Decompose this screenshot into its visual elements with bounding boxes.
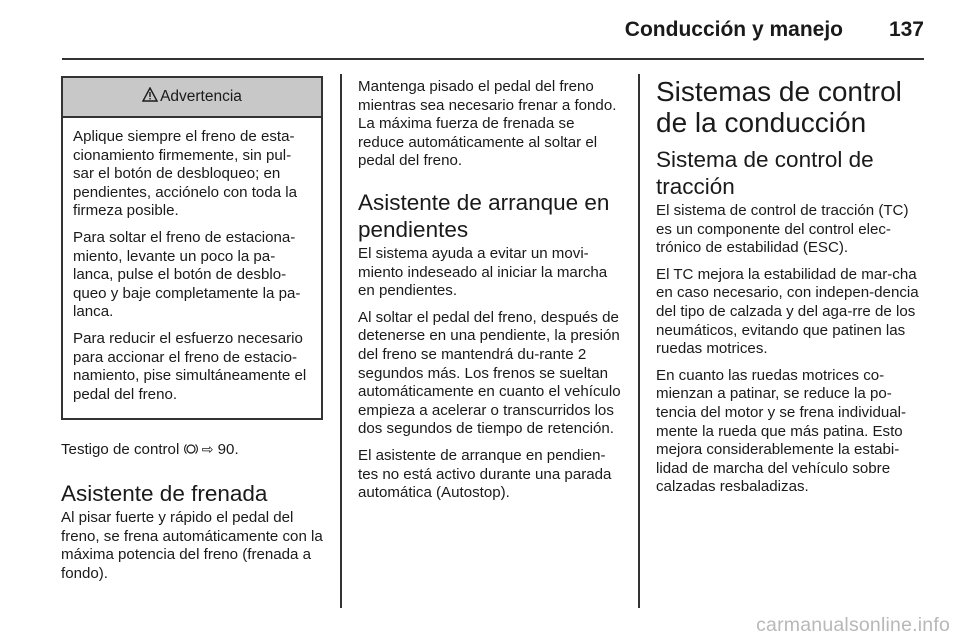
brake-assist-heading: Asistente de frenada: [61, 480, 268, 506]
hill-start-paragraph: Al soltar el pedal del freno, después de detenerse en una pendiente, la presión del freno se mantendrá du-rante 2 segundos más. Los frenos se sueltan automáticamente en cuanto el vehículo empieza a acelerar o transcurridos los dos segundos de tiempo de retención.: [358, 308, 621, 438]
column-1: [61, 76, 323, 591]
brake-warning-icon: [184, 442, 198, 456]
traction-paragraph: El sistema de control de tracción (TC) es un componente del control elec-trónico de estabilidad (ESC).: [656, 202, 909, 257]
warning-icon: [142, 87, 158, 108]
warning-box: [61, 76, 323, 420]
column-divider-2: [638, 74, 640, 608]
column-2: [358, 78, 624, 511]
warning-paragraph: Para soltar el freno de estaciona-miento, levante un poco la pa-lanca, pulse el botón de desblo-queo y baje completamente la pa-lanca.: [73, 228, 301, 321]
driving-control-heading: Sistemas de control de la conducción: [656, 76, 902, 138]
page-header-title: Conducción y manejo: [624, 18, 843, 41]
column-divider-1: [340, 74, 342, 608]
testigo-text: Testigo de control: [61, 441, 180, 459]
testigo-page-ref[interactable]: 90.: [217, 441, 239, 459]
warning-body: [63, 118, 321, 418]
brake-assist-text: Al pisar fuerte y rápido el pedal del freno, se frena automáticamente con la máxima potencia del freno (frenada a fondo).: [61, 508, 323, 582]
page-ref-arrow-icon: ⇨: [201, 441, 214, 458]
column-3: [656, 76, 924, 505]
traction-control-heading: Sistema de control de tracción: [656, 147, 874, 199]
watermark: carmanualsonline.info: [756, 614, 950, 636]
warning-paragraph: Aplique siempre el freno de esta-cionamiento firmemente, sin pul-sar el botón de desbloqueo; en pendientes, acciónelo con toda la firmeza posible.: [73, 128, 298, 220]
warning-title: Advertencia: [160, 87, 242, 105]
testigo-line: [61, 440, 323, 460]
warning-paragraph: Para reducir el esfuerzo necesario para accionar el freno de estacio-namiento, pise simultáneamente el pedal del freno.: [73, 329, 307, 403]
traction-paragraph: En cuanto las ruedas motrices co-mienzan a patinar, se reduce la po-tencia del motor y se frena individual-mente la rueda que más patina. Esto mejora considerablemente la estabi-lidad de marcha del vehículo sobre calzadas resbaladizas.: [656, 366, 907, 496]
page-number: 137: [888, 18, 924, 41]
brake-assist-continued: Mantenga pisado el pedal del freno mientras sea necesario frenar a fondo. La máxima fuerza de frenada se reduce automáticamente al soltar el pedal del freno.: [358, 78, 617, 170]
header-rule: [62, 58, 924, 60]
hill-start-paragraph: El sistema ayuda a evitar un movi-miento indeseado al iniciar la marcha en pendientes.: [358, 244, 608, 300]
hill-start-heading: Asistente de arranque en pendientes: [358, 189, 610, 242]
traction-paragraph: El TC mejora la estabilidad de mar-cha en caso necesario, con indepen-dencia del tipo de calzada y del aga-rre de los neumáticos, evitando que patinen las ruedas motrices.: [656, 265, 919, 358]
hill-start-paragraph: El asistente de arranque en pendien-tes no está activo durante una parada automática (Autostop).: [358, 446, 612, 502]
warning-header: [63, 78, 321, 118]
